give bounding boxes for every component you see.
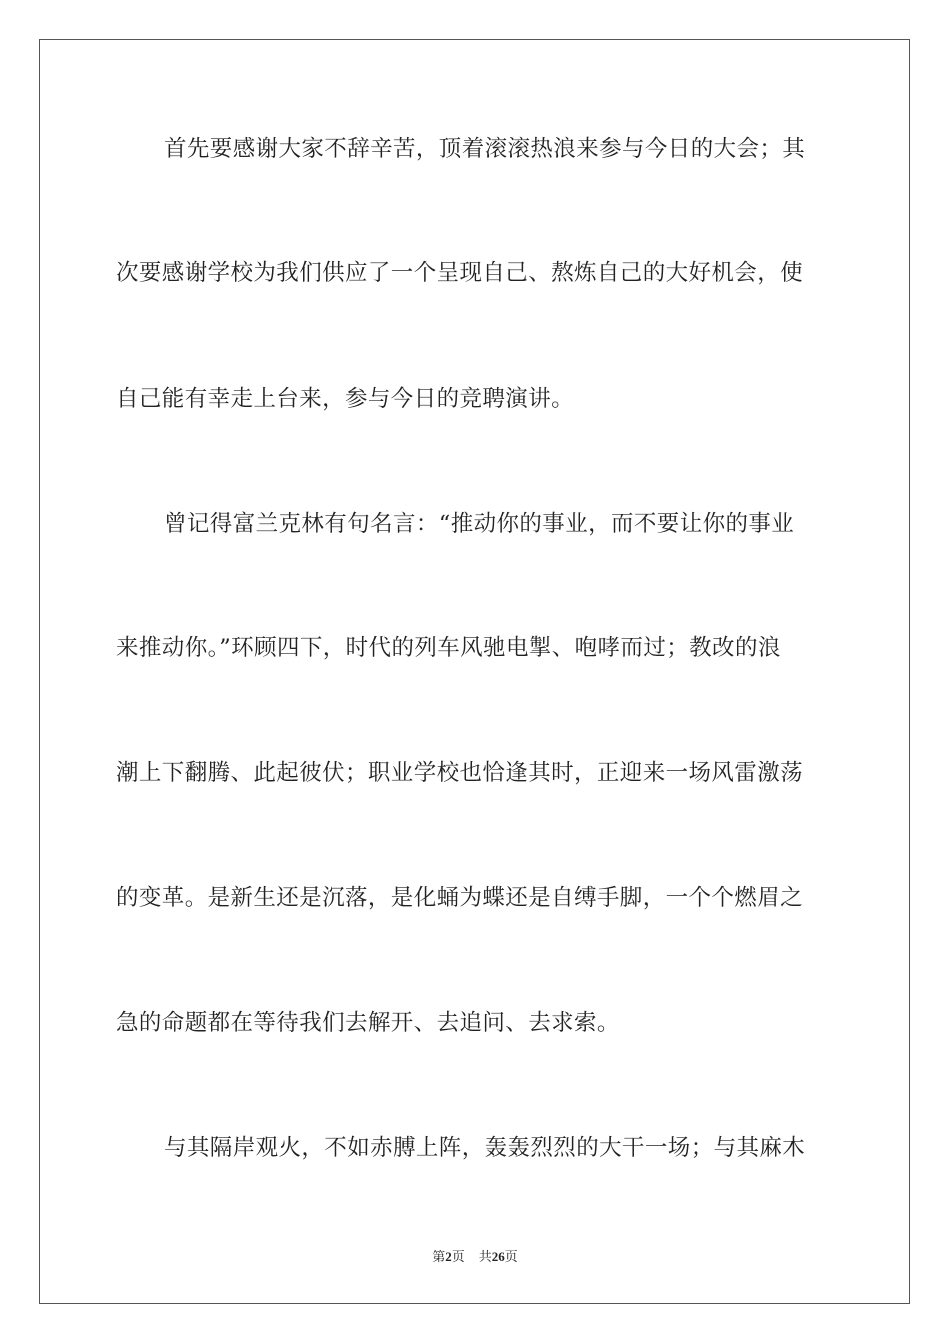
paragraph-3-line-1: 与其隔岸观火，不如赤膊上阵，轰轰烈烈的大干一场；与其麻木 [164, 1135, 806, 1161]
paragraph-2-line-3: 潮上下翻腾、此起彼伏；职业学校也恰逢其时，正迎来一场风雷激荡 [116, 760, 804, 786]
paragraph-2-line-2: 来推动你。”环顾四下，时代的列车风驰电掣、咆哮而过；教改的浪 [116, 635, 781, 661]
paragraph-1-line-1: 首先要感谢大家不辞辛苦，顶着滚滚热浪来参与今日的大会；其 [164, 136, 806, 162]
paragraph-2-line-5: 急的命题都在等待我们去解开、去追问、去求索。 [116, 1010, 620, 1036]
paragraph-1-line-2: 次要感谢学校为我们供应了一个呈现自己、熬炼自己的大好机会，使 [116, 260, 804, 286]
page-border [39, 39, 910, 1304]
total-suffix: 页 [504, 1250, 518, 1265]
total-pages: 26 [491, 1249, 505, 1264]
page-prefix: 第 [432, 1250, 446, 1265]
total-prefix: 共 [478, 1250, 492, 1265]
paragraph-1-line-3: 自己能有幸走上台来，参与今日的竞聘演讲。 [116, 386, 575, 412]
paragraph-2-line-1: 曾记得富兰克林有句名言：“推动你的事业，而不要让你的事业 [164, 511, 795, 537]
page-suffix: 页 [451, 1250, 465, 1265]
page-number: 2 [445, 1249, 452, 1264]
paragraph-2-line-4: 的变革。是新生还是沉落，是化蛹为蝶还是自缚手脚，一个个燃眉之 [116, 885, 804, 911]
page-footer [0, 1248, 950, 1267]
